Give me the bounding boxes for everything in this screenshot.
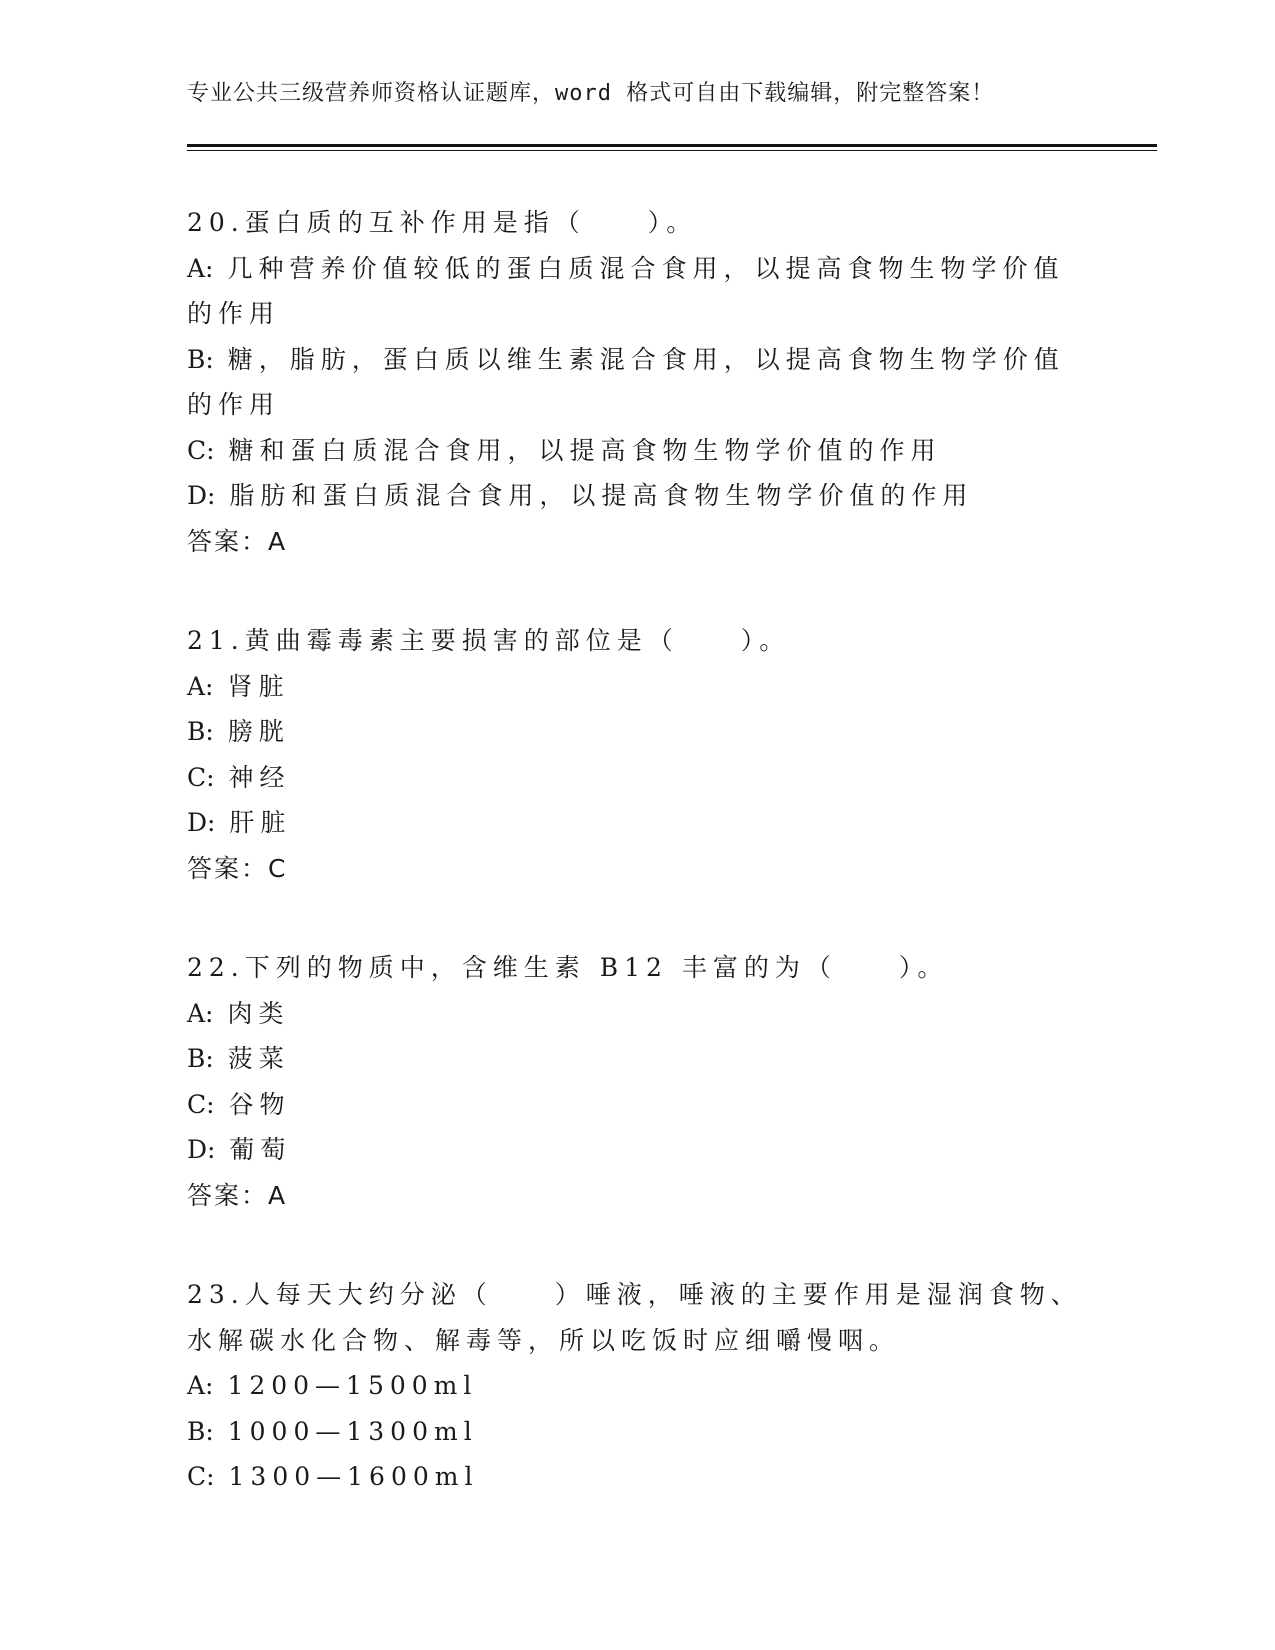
option-c <box>187 1454 1087 1500</box>
question-20 <box>187 200 1087 564</box>
option-key: B: <box>187 717 214 746</box>
option-text: 1000—1300ml <box>227 1416 478 1446</box>
option-key: A: <box>187 253 214 283</box>
option-text: 菠菜 <box>227 1044 290 1073</box>
option-c <box>187 428 1087 474</box>
option-b <box>187 337 1087 428</box>
option-key: C: <box>187 762 215 792</box>
option-c <box>187 1082 1087 1128</box>
option-text: 脂肪和蛋白质混合食用，以提高食物生物学价值的作用 <box>229 481 974 510</box>
question-list <box>187 200 1087 1554</box>
option-text: 肾脏 <box>227 671 290 701</box>
answer-label: 答案：A <box>187 526 288 556</box>
option-d <box>187 473 1087 519</box>
option-b <box>187 709 1087 755</box>
option-text: 肝脏 <box>229 808 292 837</box>
question-22 <box>187 945 1087 1218</box>
option-b <box>187 1036 1087 1082</box>
option-key: C: <box>187 435 215 465</box>
option-key: D: <box>187 1135 216 1164</box>
option-c <box>187 755 1087 801</box>
answer-label: 答案：A <box>187 1180 288 1210</box>
option-text: 谷物 <box>228 1089 291 1119</box>
option-key: C: <box>187 1089 215 1119</box>
header-divider-thin <box>187 150 1157 151</box>
option-text: 葡萄 <box>229 1135 292 1164</box>
answer-label: 答案：C <box>187 853 288 883</box>
option-text: 膀胱 <box>227 717 290 746</box>
option-text: 糖，脂肪，蛋白质以维生素混合食用，以提高食物生物学价值的作用 <box>187 344 1065 419</box>
option-d <box>187 800 1087 846</box>
option-key: D: <box>187 808 216 837</box>
option-b <box>187 1409 1087 1455</box>
option-text: 神经 <box>228 762 291 792</box>
header-divider-thick <box>187 144 1157 147</box>
option-key: B: <box>187 1044 214 1073</box>
option-text: 1200—1500ml <box>227 1371 478 1400</box>
option-a <box>187 1363 1087 1409</box>
option-key: B: <box>187 344 214 374</box>
option-text: 几种营养价值较低的蛋白质混合食用，以提高食物生物学价值的作用 <box>187 253 1065 328</box>
option-d <box>187 1127 1087 1173</box>
option-text: 肉类 <box>227 998 290 1028</box>
question-stem: 23.人每天大约分泌（ ）唾液，唾液的主要作用是湿润食物、水解碳水化合物、解毒等，所以吃饭时应细嚼慢咽。 <box>187 1280 1082 1355</box>
option-key: A: <box>187 671 214 701</box>
option-key: A: <box>187 1371 214 1400</box>
page-header: 专业公共三级营养师资格认证题库，word 格式可自由下载编辑，附完整答案！ <box>187 81 995 106</box>
question-23 <box>187 1272 1087 1500</box>
question-stem: 21.黄曲霉毒素主要损害的部位是（ ）。 <box>187 626 791 655</box>
option-key: C: <box>187 1462 215 1491</box>
question-stem: 20.蛋白质的互补作用是指（ ）。 <box>187 208 698 237</box>
option-key: B: <box>187 1416 214 1446</box>
option-a <box>187 664 1087 710</box>
option-text: 糖和蛋白质混合食用，以提高食物生物学价值的作用 <box>228 435 942 465</box>
question-21 <box>187 618 1087 891</box>
option-a <box>187 246 1087 337</box>
option-a <box>187 991 1087 1037</box>
option-text: 1300—1600ml <box>228 1462 479 1491</box>
question-stem: 22.下列的物质中，含维生素 B12 丰富的为（ ）。 <box>187 953 949 982</box>
option-key: A: <box>187 998 214 1028</box>
option-key: D: <box>187 481 216 510</box>
